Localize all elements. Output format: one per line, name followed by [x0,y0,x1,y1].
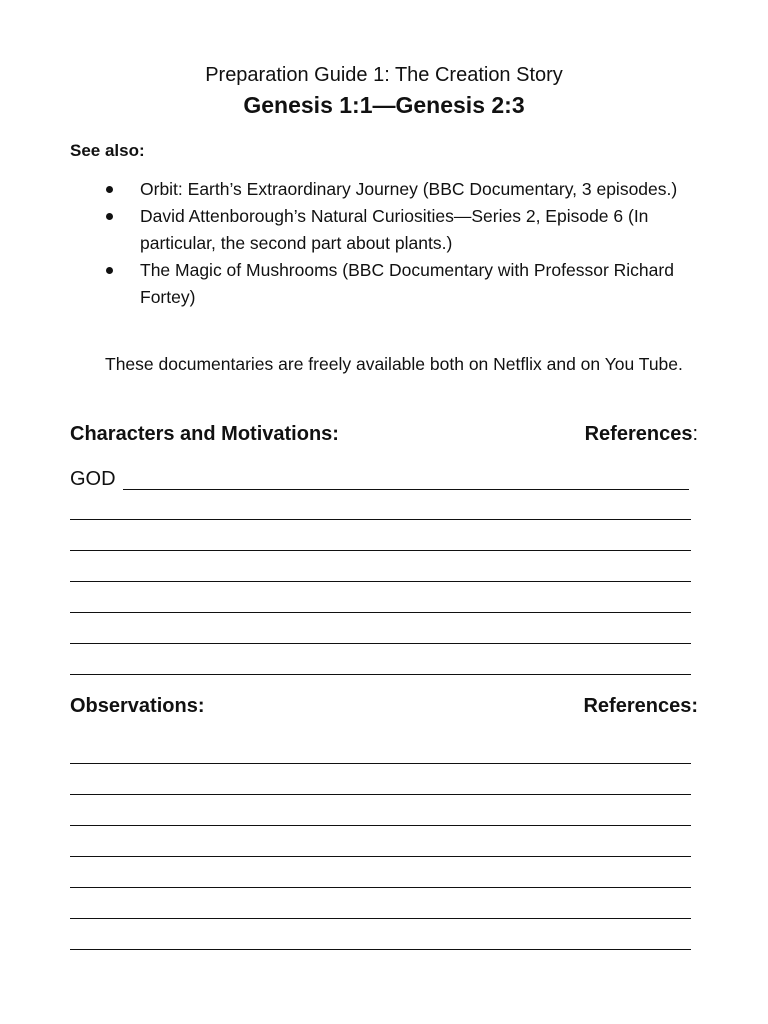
answer-line[interactable] [70,674,691,675]
availability-note: These documentaries are freely available both on Netflix and on You Tube. [105,354,683,374]
god-answer-line[interactable] [123,489,689,490]
references-colon: : [692,423,698,445]
characters-references-heading [585,421,698,447]
answer-line[interactable] [70,612,691,613]
characters-heading: Characters and Motivations: [70,423,339,445]
answer-line[interactable] [70,794,691,795]
answer-line[interactable] [70,918,691,919]
characters-heading-row [70,421,698,447]
list-item-text: David Attenborough’s Natural Curiosities—Series 2, Episode 6 (In particular, the second part about plants.) [140,206,649,253]
bullet-icon [106,267,113,274]
observations-heading: Observations: [70,695,205,717]
bullet-icon [106,213,113,220]
answer-line[interactable] [70,519,691,520]
list-item-text: The Magic of Mushrooms (BBC Documentary with Professor Richard Fortey) [140,260,674,307]
answer-line[interactable] [70,581,691,582]
answer-line[interactable] [70,763,691,764]
references-word: References [584,423,693,445]
answer-line[interactable] [70,949,691,950]
list-item [104,203,704,257]
answer-line[interactable] [70,825,691,826]
observations-heading-row [70,693,698,719]
answer-line[interactable] [70,550,691,551]
page-subtitle: Genesis 1:1—Genesis 2:3 [243,92,525,118]
bullet-icon [106,186,113,193]
list-item-text: Orbit: Earth’s Extraordinary Journey (BBC Documentary, 3 episodes.) [140,179,678,199]
answer-line[interactable] [70,887,691,888]
list-item [104,257,704,311]
see-also-label: See also: [70,141,145,160]
observations-references-heading: References: [583,695,698,717]
god-entry-label: GOD [70,468,116,490]
answer-line[interactable] [70,856,691,857]
list-item [104,176,704,203]
documentary-list [104,176,704,311]
page-title: Preparation Guide 1: The Creation Story [205,64,563,86]
answer-line[interactable] [70,643,691,644]
